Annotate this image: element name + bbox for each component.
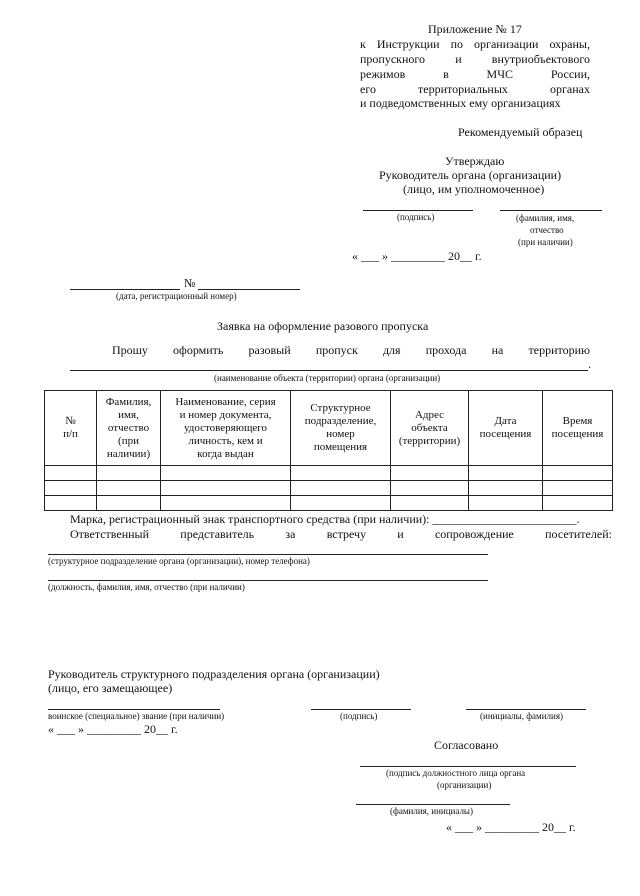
header-fullname: Фамилия, имя, отчество (при наличии): [97, 391, 161, 466]
regnum-number-line: [198, 289, 300, 290]
appendix-title: Приложение № 17: [428, 22, 522, 36]
table-cell[interactable]: [469, 496, 543, 511]
approve-sign-caption: (подпись): [397, 212, 435, 222]
header-visit-date: Дата посещения: [469, 391, 543, 466]
request-word: прохода: [425, 343, 467, 357]
recommended-label: Рекомендуемый образец: [458, 125, 583, 139]
head-initials-caption: (инициалы, фамилия): [480, 711, 563, 721]
table-row: [45, 496, 613, 511]
responsible-caption-1: (структурное подразделение органа (организации), номер телефона): [48, 556, 310, 566]
head-rank-line: [48, 709, 220, 710]
vehicle-line: Марка, регистрационный знак транспортного средства (при наличии): ________________________.: [70, 512, 580, 526]
responsible-word: представитель: [180, 527, 255, 541]
table-cell[interactable]: [469, 481, 543, 496]
request-word: для: [382, 343, 401, 357]
agreed-name-line: [356, 804, 510, 805]
regnum-date-line: [70, 289, 180, 290]
table-cell[interactable]: [45, 466, 97, 481]
head-date: « ___ » _________ 20__ г.: [48, 722, 178, 736]
header-id-document: Наименование, серия и номер документа, удостоверяющего личность, кем и когда выдан: [161, 391, 291, 466]
appendix-line-5: и подведомственных ему организациях: [360, 96, 561, 110]
head-initials-line: [466, 709, 586, 710]
object-line: [70, 370, 588, 371]
table-header-row: [45, 391, 613, 466]
request-word: Прошу: [112, 343, 148, 357]
table-row: [45, 481, 613, 496]
request-word: территорию: [528, 343, 590, 357]
header-address: Адрес объекта (территории): [391, 391, 469, 466]
agreed-sign-line: [360, 766, 576, 767]
head-sign-line: [311, 709, 411, 710]
table-cell[interactable]: [543, 496, 613, 511]
responsible-word: встречу: [326, 527, 367, 541]
table-cell[interactable]: [391, 466, 469, 481]
approve-title: Утверждаю: [445, 154, 505, 168]
header-number: № п/п: [45, 391, 97, 466]
approve-name-caption-2: отчество: [530, 225, 564, 235]
responsible-word: посетителей:: [545, 527, 612, 541]
table-cell[interactable]: [161, 496, 291, 511]
responsible-word: и: [397, 527, 404, 541]
object-caption: (наименование объекта (территории) органа (организации): [214, 373, 441, 383]
table-cell[interactable]: [391, 481, 469, 496]
agreed-caption-2: (организации): [437, 780, 492, 790]
request-word: разовый: [248, 343, 291, 357]
table-cell[interactable]: [97, 496, 161, 511]
responsible-sentence: [70, 527, 612, 542]
approve-name-caption-3: (при наличии): [518, 237, 573, 247]
table-row: [45, 466, 613, 481]
head-line-2: (лицо, его замещающее): [48, 681, 173, 695]
responsible-caption-2: (должность, фамилия, имя, отчество (при наличии): [48, 582, 245, 592]
table-cell[interactable]: [161, 481, 291, 496]
header-department: Структурное подразделение, номер помещения: [291, 391, 391, 466]
responsible-word: Ответственный: [70, 527, 150, 541]
approve-sign-line: [363, 210, 473, 211]
table-cell[interactable]: [97, 481, 161, 496]
agreed-caption-3: (фамилия, инициалы): [390, 806, 473, 816]
agreed-title: Согласовано: [434, 738, 499, 752]
approve-line-2: (лицо, им уполномоченное): [403, 182, 545, 196]
agreed-caption-1: (подпись должностного лица органа: [386, 768, 526, 778]
responsible-word: за: [285, 527, 296, 541]
head-line-1: Руководитель структурного подразделения органа (организации): [48, 667, 380, 681]
request-word: пропуск: [315, 343, 358, 357]
request-sentence: [112, 343, 590, 358]
approve-line-1: Руководитель органа (организации): [379, 168, 562, 182]
table-cell[interactable]: [291, 466, 391, 481]
table-cell[interactable]: [45, 496, 97, 511]
approve-name-caption-1: (фамилия, имя,: [516, 213, 575, 223]
agreed-date: « ___ » _________ 20__ г.: [446, 820, 576, 834]
table-cell[interactable]: [45, 481, 97, 496]
appendix-line-1: к Инструкции по организации охраны,: [360, 37, 590, 51]
table-cell[interactable]: [391, 496, 469, 511]
appendix-line-2: пропускного и внутриобъектового: [360, 52, 590, 66]
object-line-dot: .: [588, 357, 591, 371]
table-cell[interactable]: [97, 466, 161, 481]
responsible-word: сопровождение: [434, 527, 514, 541]
appendix-line-4: его территориальных органах: [360, 82, 590, 96]
request-word: оформить: [173, 343, 224, 357]
regnum-sign: №: [184, 276, 196, 290]
header-visit-time: Время посещения: [543, 391, 613, 466]
request-word: на: [491, 343, 504, 357]
request-title: Заявка на оформление разового пропуска: [217, 319, 429, 333]
responsible-department-line: [48, 554, 488, 555]
table-cell[interactable]: [543, 466, 613, 481]
head-rank-caption: воинское (специальное) звание (при наличии): [48, 711, 225, 721]
regnum-caption: (дата, регистрационный номер): [116, 291, 237, 301]
approve-name-line: [500, 210, 602, 211]
head-sign-caption: (подпись): [340, 711, 378, 721]
table-cell[interactable]: [291, 496, 391, 511]
table-cell[interactable]: [469, 466, 543, 481]
table-cell[interactable]: [291, 481, 391, 496]
table-cell[interactable]: [543, 481, 613, 496]
responsible-name-line: [48, 580, 488, 581]
table-cell[interactable]: [161, 466, 291, 481]
appendix-line-3: режимов в МЧС России,: [360, 67, 590, 81]
approve-date: « ___ » _________ 20__ г.: [352, 249, 482, 263]
visitors-table: [44, 390, 613, 511]
